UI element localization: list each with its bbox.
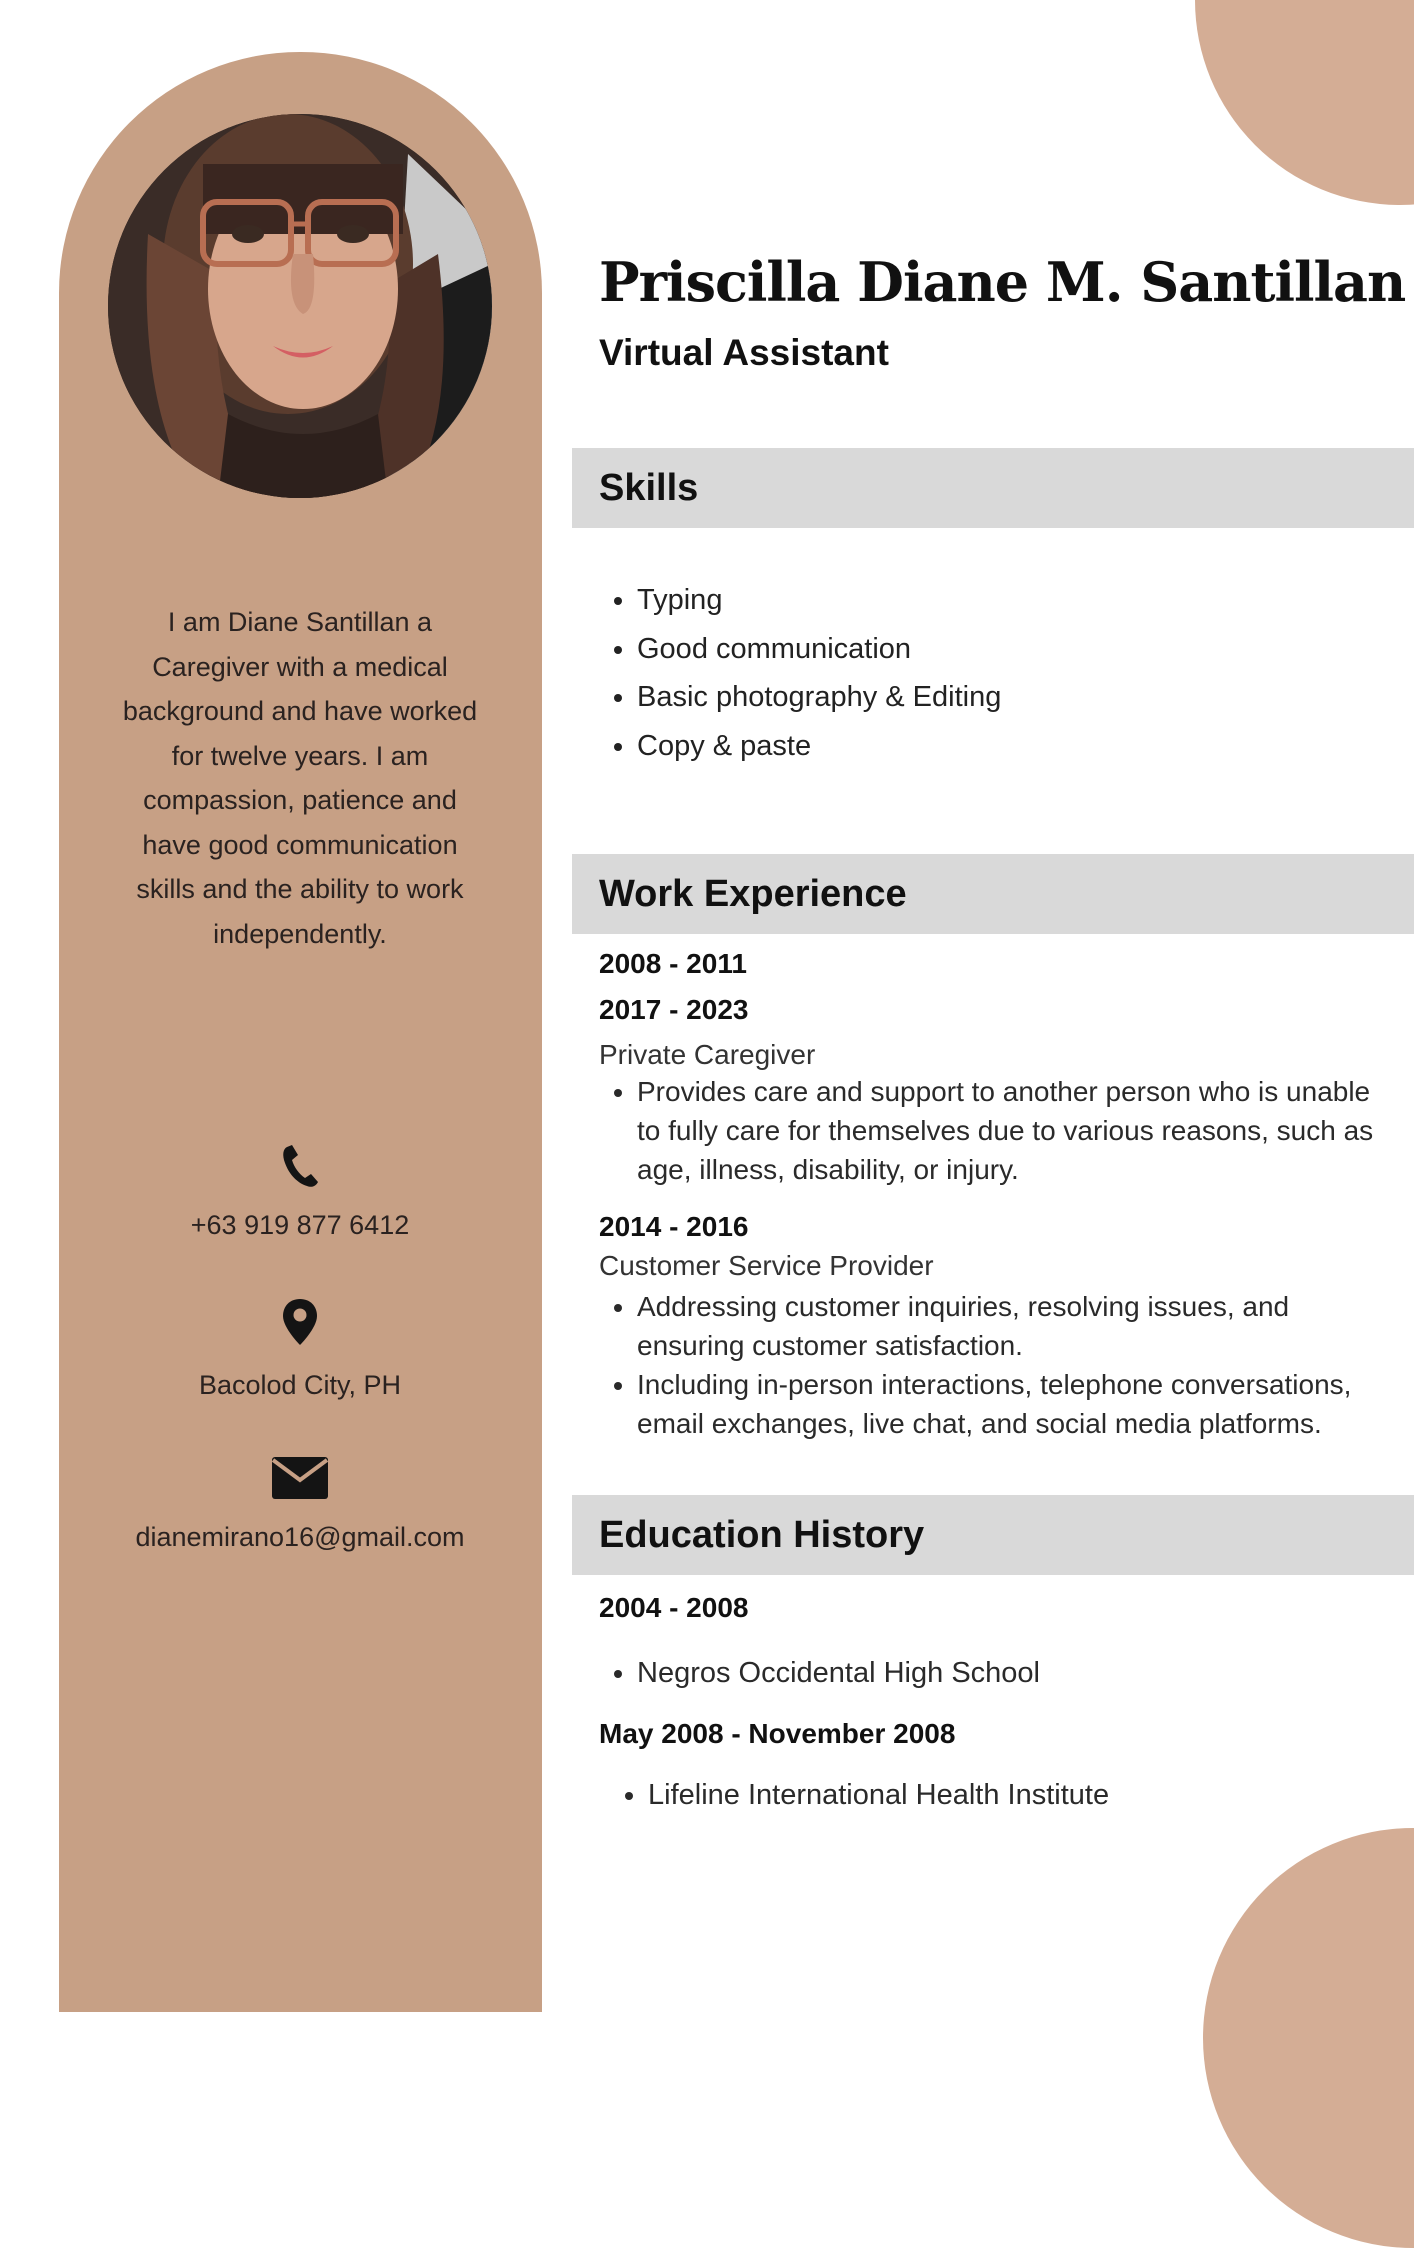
job-period: 2014 - 2016 (599, 1211, 749, 1242)
section-heading-education: Education History (572, 1495, 1414, 1575)
job-period: 2008 - 2011 (599, 948, 747, 979)
phone-icon (270, 1140, 330, 1192)
job-period: 2017 - 2023 (599, 994, 749, 1025)
profile-summary: I am Diane Santillan a Caregiver with a medical background and have worked for twelve years. I am compassion, patience and have good communication skills and the ability to work independently. (122, 607, 478, 949)
decorative-circle-top (1195, 0, 1414, 205)
candidate-name: Priscilla Diane M. Santillan (599, 250, 1406, 314)
education-period: May 2008 - November 2008 (599, 1718, 956, 1749)
job-responsibilities (599, 1287, 1377, 1443)
job-role: Customer Service Provider (599, 1250, 934, 1281)
education-list (610, 1775, 1408, 1815)
skill-item: • Copy & paste (637, 722, 1414, 771)
skill-item: • Good communication (637, 625, 1414, 674)
location-text: Bacolod City, PH (198, 1370, 402, 1400)
job-responsibilities (599, 1072, 1377, 1189)
responsibility-item: • Addressing customer inquiries, resolving issues, and ensuring customer satisfaction. (637, 1287, 1377, 1365)
section-heading-skills: Skills (572, 448, 1414, 528)
envelope-icon (270, 1452, 330, 1504)
email-link[interactable]: dianemirano16@gmail.com (135, 1522, 465, 1552)
profile-photo (108, 114, 492, 498)
education-list (599, 1653, 1397, 1693)
education-period: 2004 - 2008 (599, 1592, 749, 1623)
phone-number: +63 919 877 6412 (190, 1210, 410, 1240)
skills-list (599, 576, 1414, 770)
skill-item: • Typing (637, 576, 1414, 625)
skill-item: • Basic photography & Editing (637, 673, 1414, 722)
decorative-circle-bottom (1203, 1828, 1414, 2248)
responsibility-item: • Including in-person interactions, telephone conversations, email exchanges, live chat, and social media platforms. (637, 1365, 1377, 1443)
job-role: Private Caregiver (599, 1039, 816, 1070)
location-pin-icon (270, 1296, 330, 1348)
education-school: • Negros Occidental High School (637, 1653, 1397, 1693)
education-school: • Lifeline International Health Institute (648, 1775, 1408, 1815)
job-title: Virtual Assistant (599, 332, 889, 373)
section-heading-work-experience: Work Experience (572, 854, 1414, 934)
responsibility-item: • Provides care and support to another person who is unable to fully care for themselves due to various reasons, such as age, illness, disability, or injury. (637, 1072, 1377, 1189)
